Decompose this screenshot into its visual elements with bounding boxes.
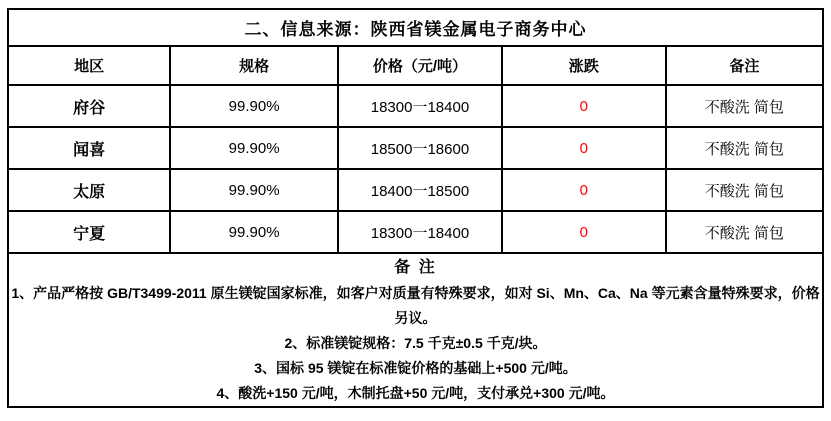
remark-item-2: 2、标准镁锭规格：7.5 千克±0.5 千克/块。 bbox=[284, 335, 547, 351]
remarks-heading: 备 注 bbox=[394, 259, 437, 276]
header-region: 地区 bbox=[8, 46, 170, 85]
header-note: 备注 bbox=[666, 46, 823, 85]
region-cell: 闻喜 bbox=[8, 127, 170, 169]
spec-cell: 99.90% bbox=[170, 211, 338, 253]
region-cell: 宁夏 bbox=[8, 211, 170, 253]
price-cell: 18400一18500 bbox=[338, 169, 502, 211]
region-cell: 太原 bbox=[8, 169, 170, 211]
change-cell: 0 bbox=[502, 211, 666, 253]
spec-cell: 99.90% bbox=[170, 85, 338, 127]
spec-cell: 99.90% bbox=[170, 127, 338, 169]
remark-item-3: 3、国标 95 镁锭在标准锭价格的基础上+500 元/吨。 bbox=[254, 360, 577, 376]
remarks-section bbox=[8, 253, 823, 407]
remarks-row bbox=[8, 253, 823, 407]
magnesium-price-table bbox=[7, 8, 824, 408]
change-cell: 0 bbox=[502, 169, 666, 211]
note-cell: 不酸洗 简包 bbox=[666, 127, 823, 169]
spec-cell: 99.90% bbox=[170, 169, 338, 211]
table-header-row bbox=[8, 46, 823, 85]
section-title: 二、信息来源：陕西省镁金属电子商务中心 bbox=[8, 9, 823, 46]
region-cell: 府谷 bbox=[8, 85, 170, 127]
note-cell: 不酸洗 简包 bbox=[666, 169, 823, 211]
remark-item-4: 4、酸洗+150 元/吨，木制托盘+50 元/吨，支付承兑+300 元/吨。 bbox=[216, 385, 615, 401]
header-spec: 规格 bbox=[170, 46, 338, 85]
table-row bbox=[8, 169, 823, 211]
table-row bbox=[8, 85, 823, 127]
title-row bbox=[8, 9, 823, 46]
price-cell: 18500一18600 bbox=[338, 127, 502, 169]
table-row bbox=[8, 211, 823, 253]
price-cell: 18300一18400 bbox=[338, 85, 502, 127]
table-row bbox=[8, 127, 823, 169]
remark-item-1: 1、产品严格按 GB/T3499-2011 原生镁锭国家标准，如客户对质量有特殊要求，如对 Si、Mn、Ca、Na 等元素含量特殊要求，价格另议。 bbox=[11, 285, 820, 326]
note-cell: 不酸洗 简包 bbox=[666, 85, 823, 127]
note-cell: 不酸洗 简包 bbox=[666, 211, 823, 253]
price-cell: 18300一18400 bbox=[338, 211, 502, 253]
header-change: 涨跌 bbox=[502, 46, 666, 85]
change-cell: 0 bbox=[502, 127, 666, 169]
header-price: 价格（元/吨） bbox=[338, 46, 502, 85]
change-cell: 0 bbox=[502, 85, 666, 127]
